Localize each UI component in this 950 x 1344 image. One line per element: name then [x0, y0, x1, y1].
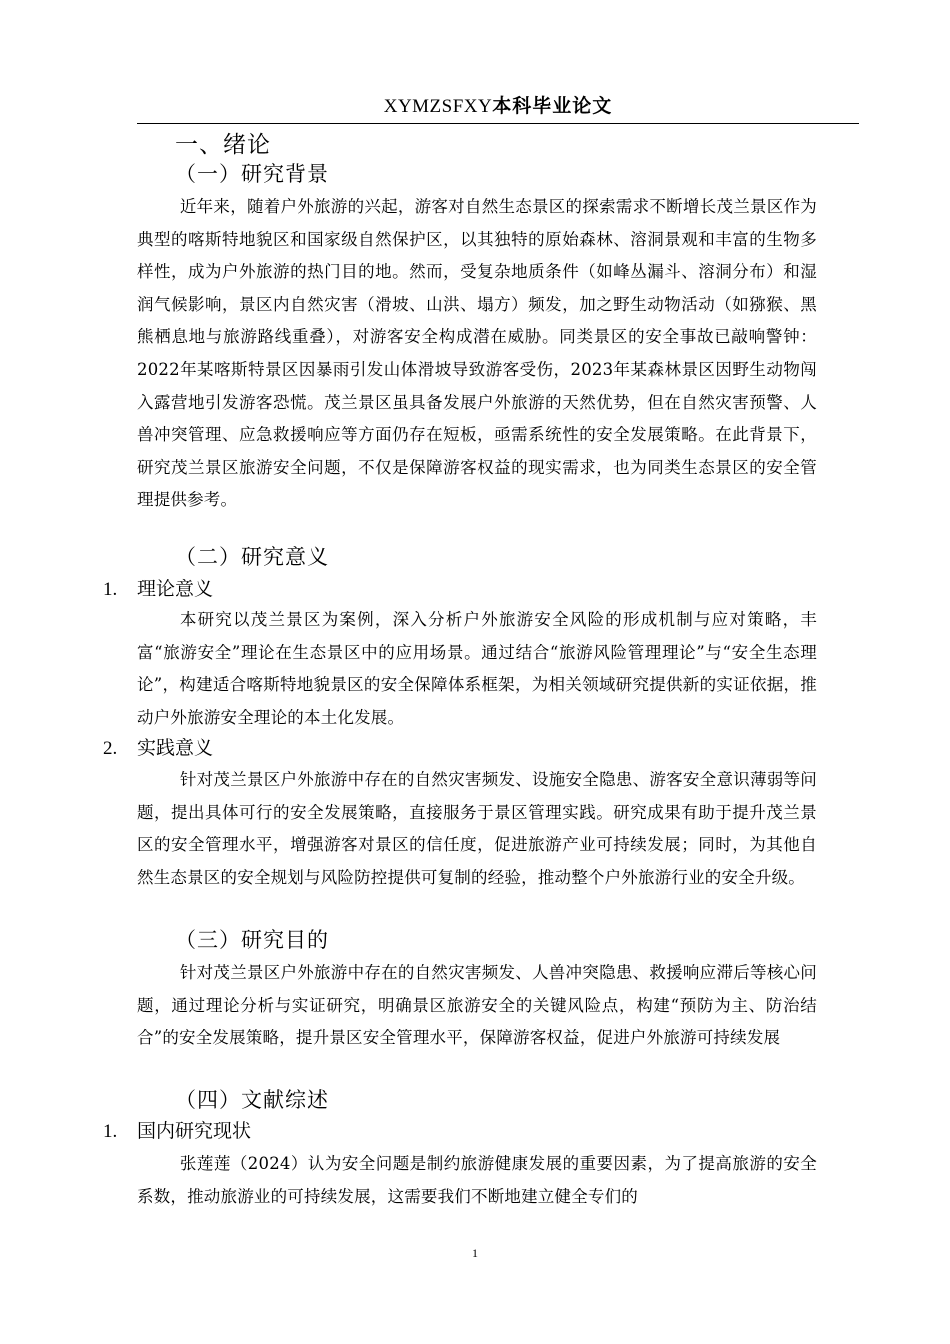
section-title-background: （一）研究背景	[175, 162, 329, 186]
section-title-purpose: （三）研究目的	[175, 928, 329, 952]
subsection-title: 国内研究现状	[137, 1120, 252, 1142]
paragraph-background: 近年来，随着户外旅游的兴起，游客对自然生态景区的探索需求不断增长茂兰景区作为典型的喀斯特地貌区和国家级自然保护区，以其独特的原始森林、溶洞景观和丰富的生物多样性，成为户外旅游的热门目的地。然而，受复杂地质条件（如峰丛漏斗、溶洞分布）和湿润气候影响，景区内自然灾害（滑坡、山洪、塌方）频发，加之野生动物活动（如猕猴、黑熊栖息地与旅游路线重叠），对游客安全构成潜在威胁。同类景区的安全事故已敲响警钟：2022年某喀斯特景区因暴雨引发山体滑坡导致游客受伤，2023年某森林景区因野生动物闯入露营地引发游客恐慌。茂兰景区虽具备发展户外旅游的天然优势，但在自然灾害预警、人兽冲突管理、应急救援响应等方面仍存在短板，亟需系统性的安全发展策略。在此背景下，研究茂兰景区旅游安全问题，不仅是保障游客权益的现实需求，也为同类生态景区的安全管理提供参考。	[137, 197, 817, 510]
subsection-number: 1.	[103, 1121, 118, 1142]
section-title-significance: （二）研究意义	[175, 545, 329, 569]
subsection-title: 实践意义	[137, 737, 214, 759]
header-code: XYMZSFXY	[383, 96, 493, 117]
page-header	[137, 94, 859, 119]
subsection-number: 2.	[103, 738, 118, 759]
paragraph-domestic: 张莲莲（2024）认为安全问题是制约旅游健康发展的重要因素，为了提高旅游的安全系数，推动旅游业的可持续发展，这需要我们不断地建立健全专们的	[137, 1154, 817, 1206]
subsection-domestic	[103, 1118, 251, 1145]
header-rule	[137, 123, 859, 124]
header-title: 本科毕业论文	[492, 95, 613, 117]
section-title-review: （四）文献综述	[175, 1088, 329, 1112]
subsection-number: 1.	[103, 579, 118, 600]
page-number: 1	[472, 1246, 478, 1260]
subsection-theory	[103, 576, 213, 603]
paragraph-theory: 本研究以茂兰景区为案例，深入分析户外旅游安全风险的形成机制与应对策略，丰富“旅游安全”理论在生态景区中的应用场景。通过结合“旅游风险管理理论”与“安全生态理论”，构建适合喀斯特地貌景区的安全保障体系框架，为相关领域研究提供新的实证依据，推动户外旅游安全理论的本土化发展。	[137, 610, 817, 727]
paragraph-purpose: 针对茂兰景区户外旅游中存在的自然灾害频发、人兽冲突隐患、救援响应滞后等核心问题，通过理论分析与实证研究，明确景区旅游安全的关键风险点，构建“预防为主、防治结合”的安全发展策略，提升景区安全管理水平，保障游客权益，促进户外旅游可持续发展	[137, 963, 817, 1048]
chapter-title: 一、绪论	[175, 132, 271, 158]
subsection-practice	[103, 735, 213, 762]
subsection-title: 理论意义	[137, 578, 214, 600]
paragraph-practice: 针对茂兰景区户外旅游中存在的自然灾害频发、设施安全隐患、游客安全意识薄弱等问题，提出具体可行的安全发展策略，直接服务于景区管理实践。研究成果有助于提升茂兰景区的安全管理水平，增强游客对景区的信任度，促进旅游产业可持续发展；同时，为其他自然生态景区的安全规划与风险防控提供可复制的经验，推动整个户外旅游行业的安全升级。	[137, 770, 817, 887]
